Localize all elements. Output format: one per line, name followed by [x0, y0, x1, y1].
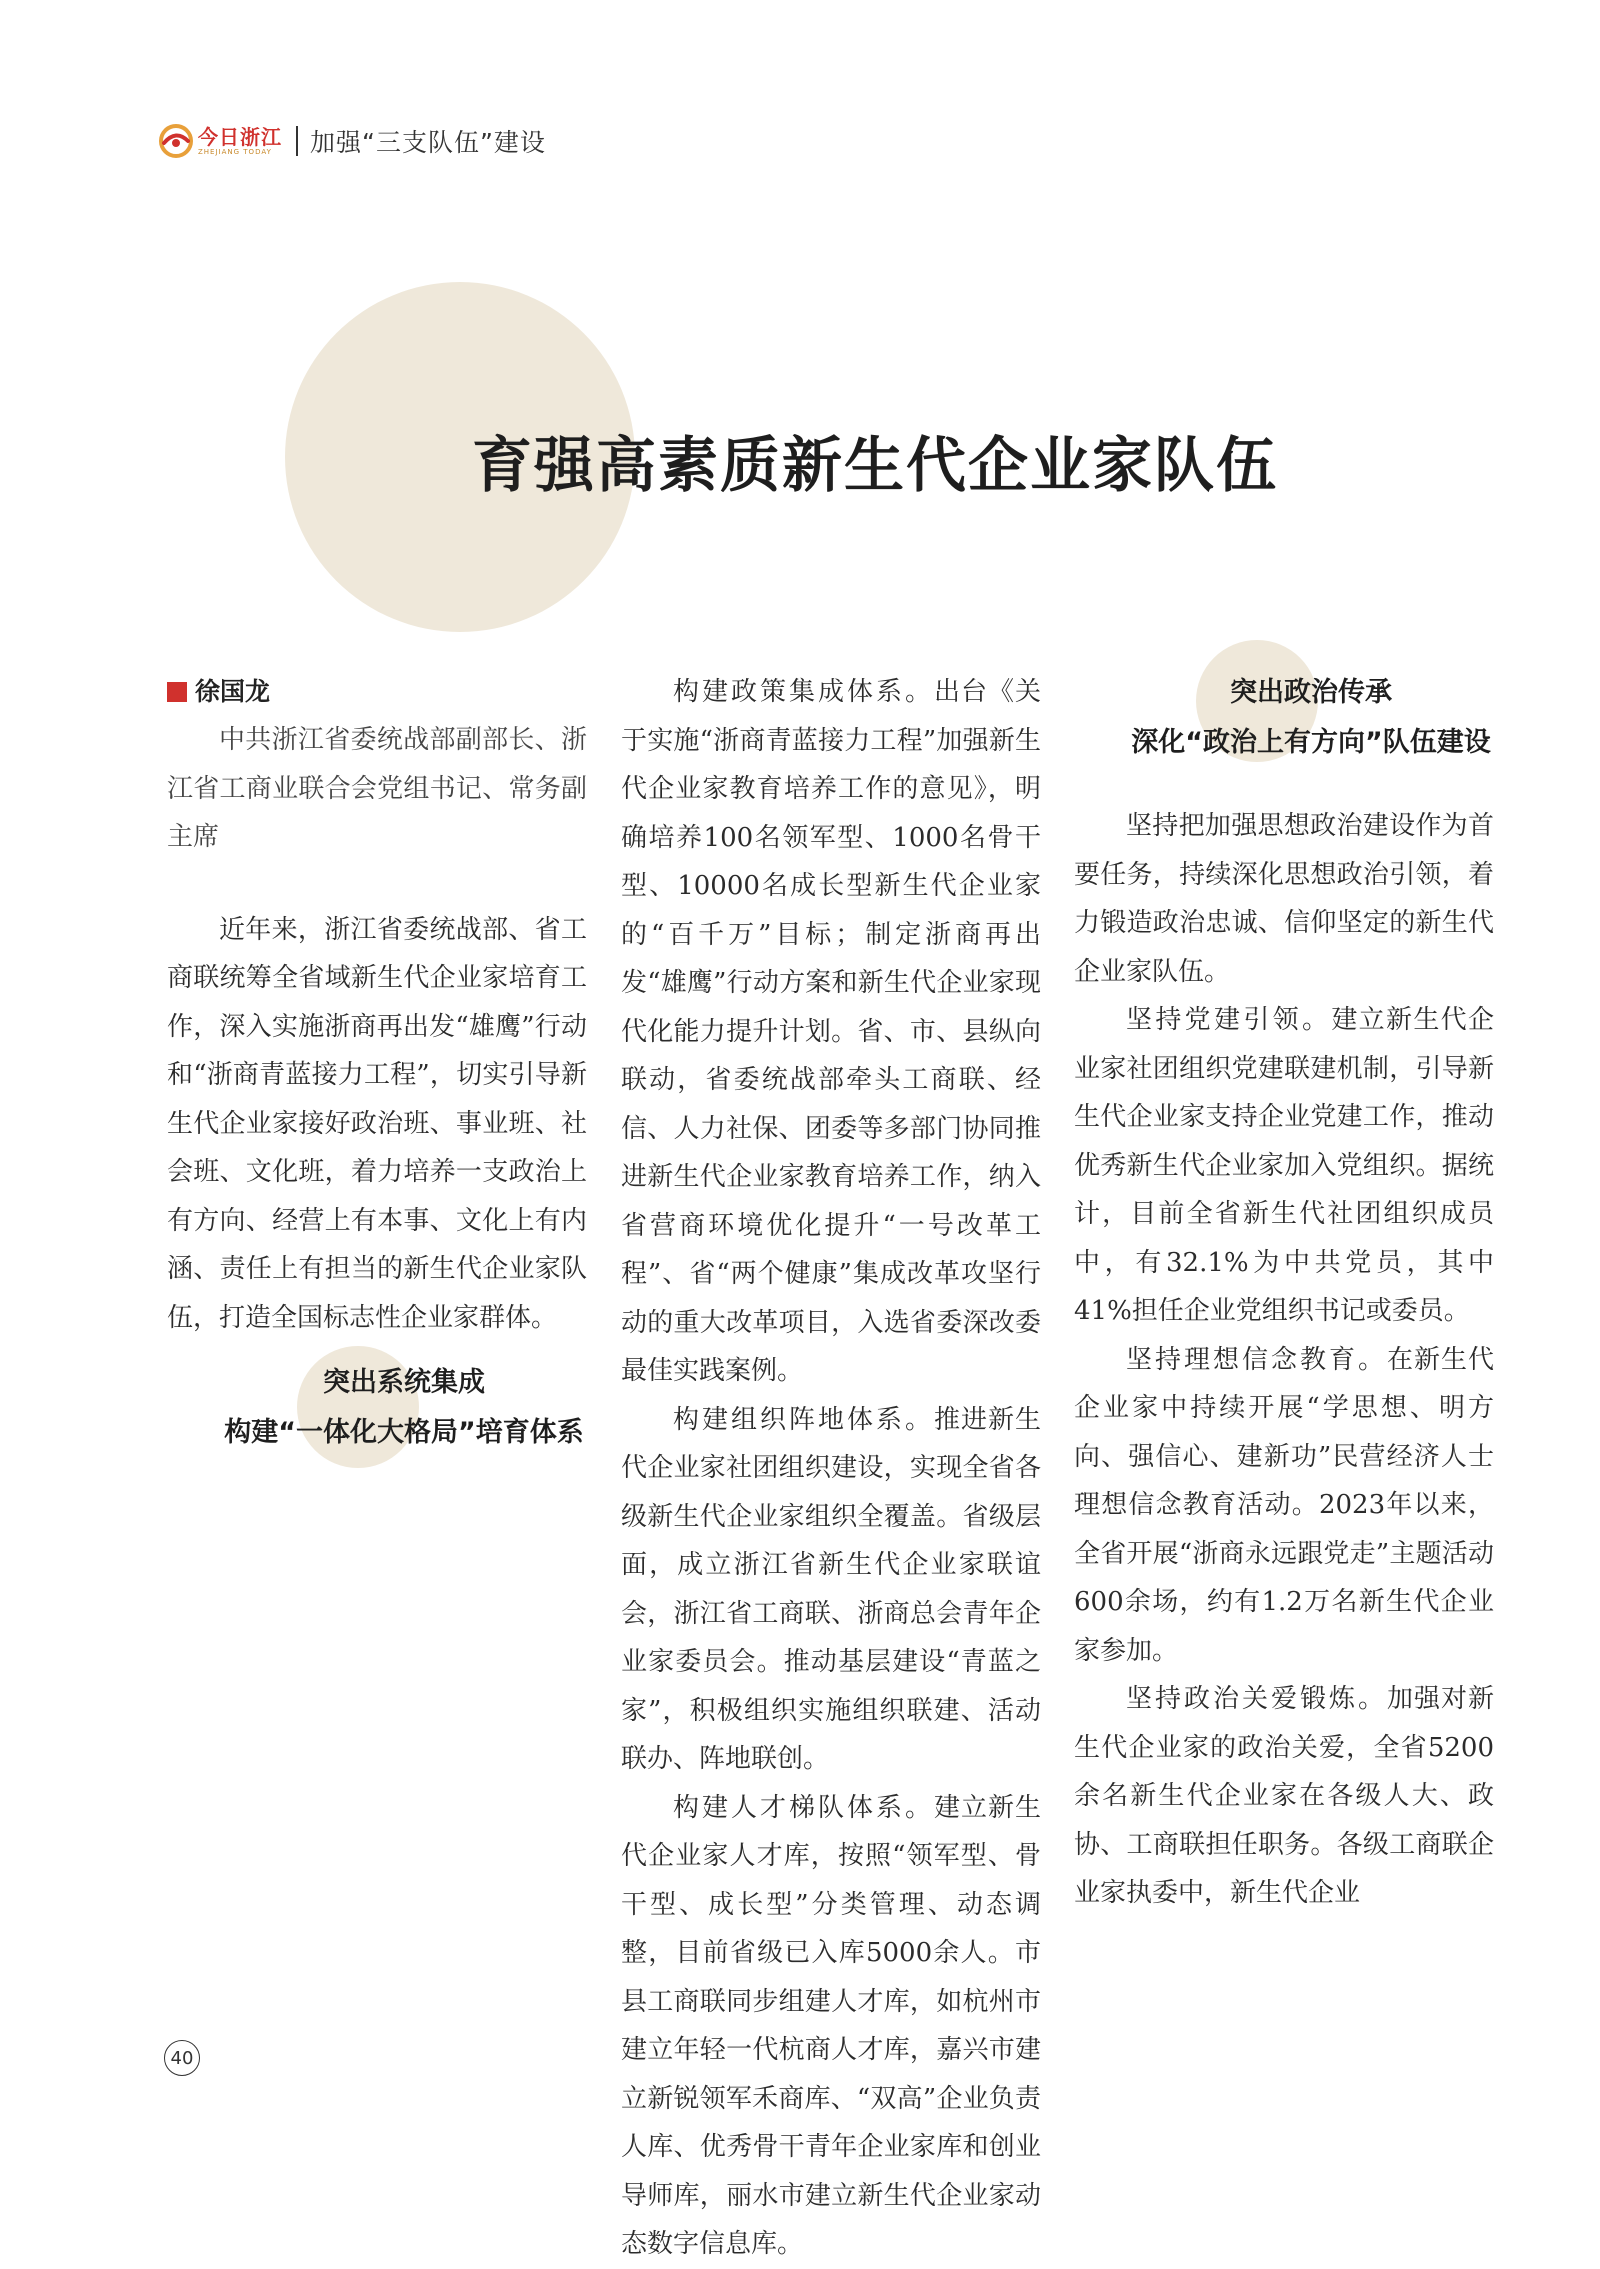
section2-paragraph-3	[1074, 1675, 1494, 1918]
column-3	[1074, 668, 1494, 1918]
logo-text-en: ZHEJIANG TODAY	[198, 147, 272, 156]
author-name: 徐国龙	[195, 676, 271, 706]
section1-title-line2: 构建“一体化大格局”培育体系	[224, 1417, 584, 1448]
logo	[198, 124, 282, 156]
section2-title-line1: 突出政治传承	[1230, 677, 1392, 708]
section2-title-line2: 深化“政治上有方向”队伍建设	[1131, 727, 1491, 758]
section2-paragraph-1	[1074, 996, 1494, 1336]
author-description: 中共浙江省委统战部副部长、浙江省工商业联合会党组书记、常务副主席	[167, 725, 587, 852]
section2-paragraph-0: 坚持把加强思想政治建设作为首要任务，持续深化思想政治引领，着力锻造政治忠诚、信仰坚定的新生代企业家队伍。	[1074, 811, 1494, 987]
paragraph-text: 建立新生代企业家社团组织党建联建机制，引导新生代企业家支持企业党建工作，推动优秀新生代企业家加入党组织。据统计，目前全省新生代社团组织成员中，有32.1%为中共党员，其中41%担任企业党组织书记或委员。	[1074, 1005, 1494, 1326]
logo-swirl-icon	[158, 123, 194, 159]
red-square-icon	[167, 682, 187, 702]
author-line	[167, 668, 587, 716]
section1-paragraph-3-flow	[621, 1784, 1041, 2269]
intro-paragraph: 近年来，浙江省委统战部、省工商联统筹全省域新生代企业家培育工作，深入实施浙商再出发“雄鹰”行动和“浙商青蓝接力工程”，切实引导新生代企业家接好政治班、事业班、社会班、文化班，着力培养一支政治上有方向、经营上有本事、文化上有内涵、责任上有担当的新生代企业家队伍，打造全国标志性企业家群体。	[167, 914, 587, 1333]
keyword-lead: 坚持理想信念教育。	[1126, 1344, 1387, 1375]
column-1	[167, 668, 587, 1492]
paragraph-text: 建立新生代企业家人才库，按照“领军型、骨干型、成长型”分类管理、动态调整，目前省级已入库5000余人。市县工商联同步组建人才库，如杭州市建立年轻一代杭商人才库，嘉兴市建立新锐领军禾商库、“双高”企业负责人库、优秀骨干青年企业家库和创业导师库，丽水市建立新生代企业家动态数字信息库。	[621, 1792, 1041, 2259]
keyword-lead: 构建人才梯队体系。	[673, 1792, 934, 1823]
section1-continuation	[621, 668, 1041, 2259]
section1-paragraph-2-flow	[621, 1396, 1041, 1784]
section2-paragraph-2	[1074, 1336, 1494, 1676]
section1-title-line1: 突出系统集成	[323, 1367, 485, 1398]
paragraph-text: 出台《关于实施“浙商青蓝接力工程”加强新生代企业家教育培养工作的意见》，明确培养100名领军型、1000名骨干型、10000名成长型新生代企业家的“百千万”目标；制定浙商再出发“雄鹰”行动方案和新生代企业家现代化能力提升计划。省、市、县纵向联动，省委统战部牵头工商联、经信、人力社保、团委等多部门协同推进新生代企业家教育培养工作，纳入省营商环境优化提升“一号改革工程”、省“两个健康”集成改革攻坚行动的重大改革项目，入选省委深改委最佳实践案例。	[621, 677, 1041, 1386]
article-title: 育强高素质新生代企业家队伍	[472, 431, 1278, 501]
column-2	[621, 668, 1041, 2259]
page-number: 40	[164, 2040, 200, 2076]
paragraph-text: 加强对新生代企业家的政治关爱，全省5200余名新生代企业家在各级人大、政协、工商联担任职务。各级工商联企业家执委中，新生代企业	[1074, 1684, 1494, 1908]
keyword-lead: 构建政策集成体系。	[673, 677, 934, 707]
section1-paragraph-1-flow	[621, 668, 1041, 1396]
header-divider	[296, 126, 298, 156]
section2-heading	[1074, 668, 1494, 768]
keyword-lead: 构建组织阵地体系。	[673, 1404, 934, 1435]
paragraph-text: 在新生代企业家中持续开展“学思想、明方向、强信心、建新功”民营经济人士理想信念教育活动。2023年以来，全省开展“浙商永远跟党走”主题活动600余场，约有1.2万名新生代企业家参加。	[1074, 1344, 1494, 1666]
section-label: 加强“三支队伍”建设	[310, 128, 546, 157]
page-header	[158, 120, 546, 162]
keyword-lead: 坚持党建引领。	[1126, 1005, 1332, 1035]
logo-text-cn: 今日浙江	[198, 124, 282, 149]
keyword-lead: 坚持政治关爱锻炼。	[1126, 1684, 1387, 1714]
section1-heading	[167, 1358, 587, 1458]
paragraph-text: 推进新生代企业家社团组织建设，实现全省各级新生代企业家组织全覆盖。省级层面，成立浙江省新生代企业家联谊会，浙江省工商联、浙商总会青年企业家委员会。推动基层建设“青蓝之家”，积极组织实施组织联建、活动联办、阵地联创。	[621, 1404, 1041, 1774]
